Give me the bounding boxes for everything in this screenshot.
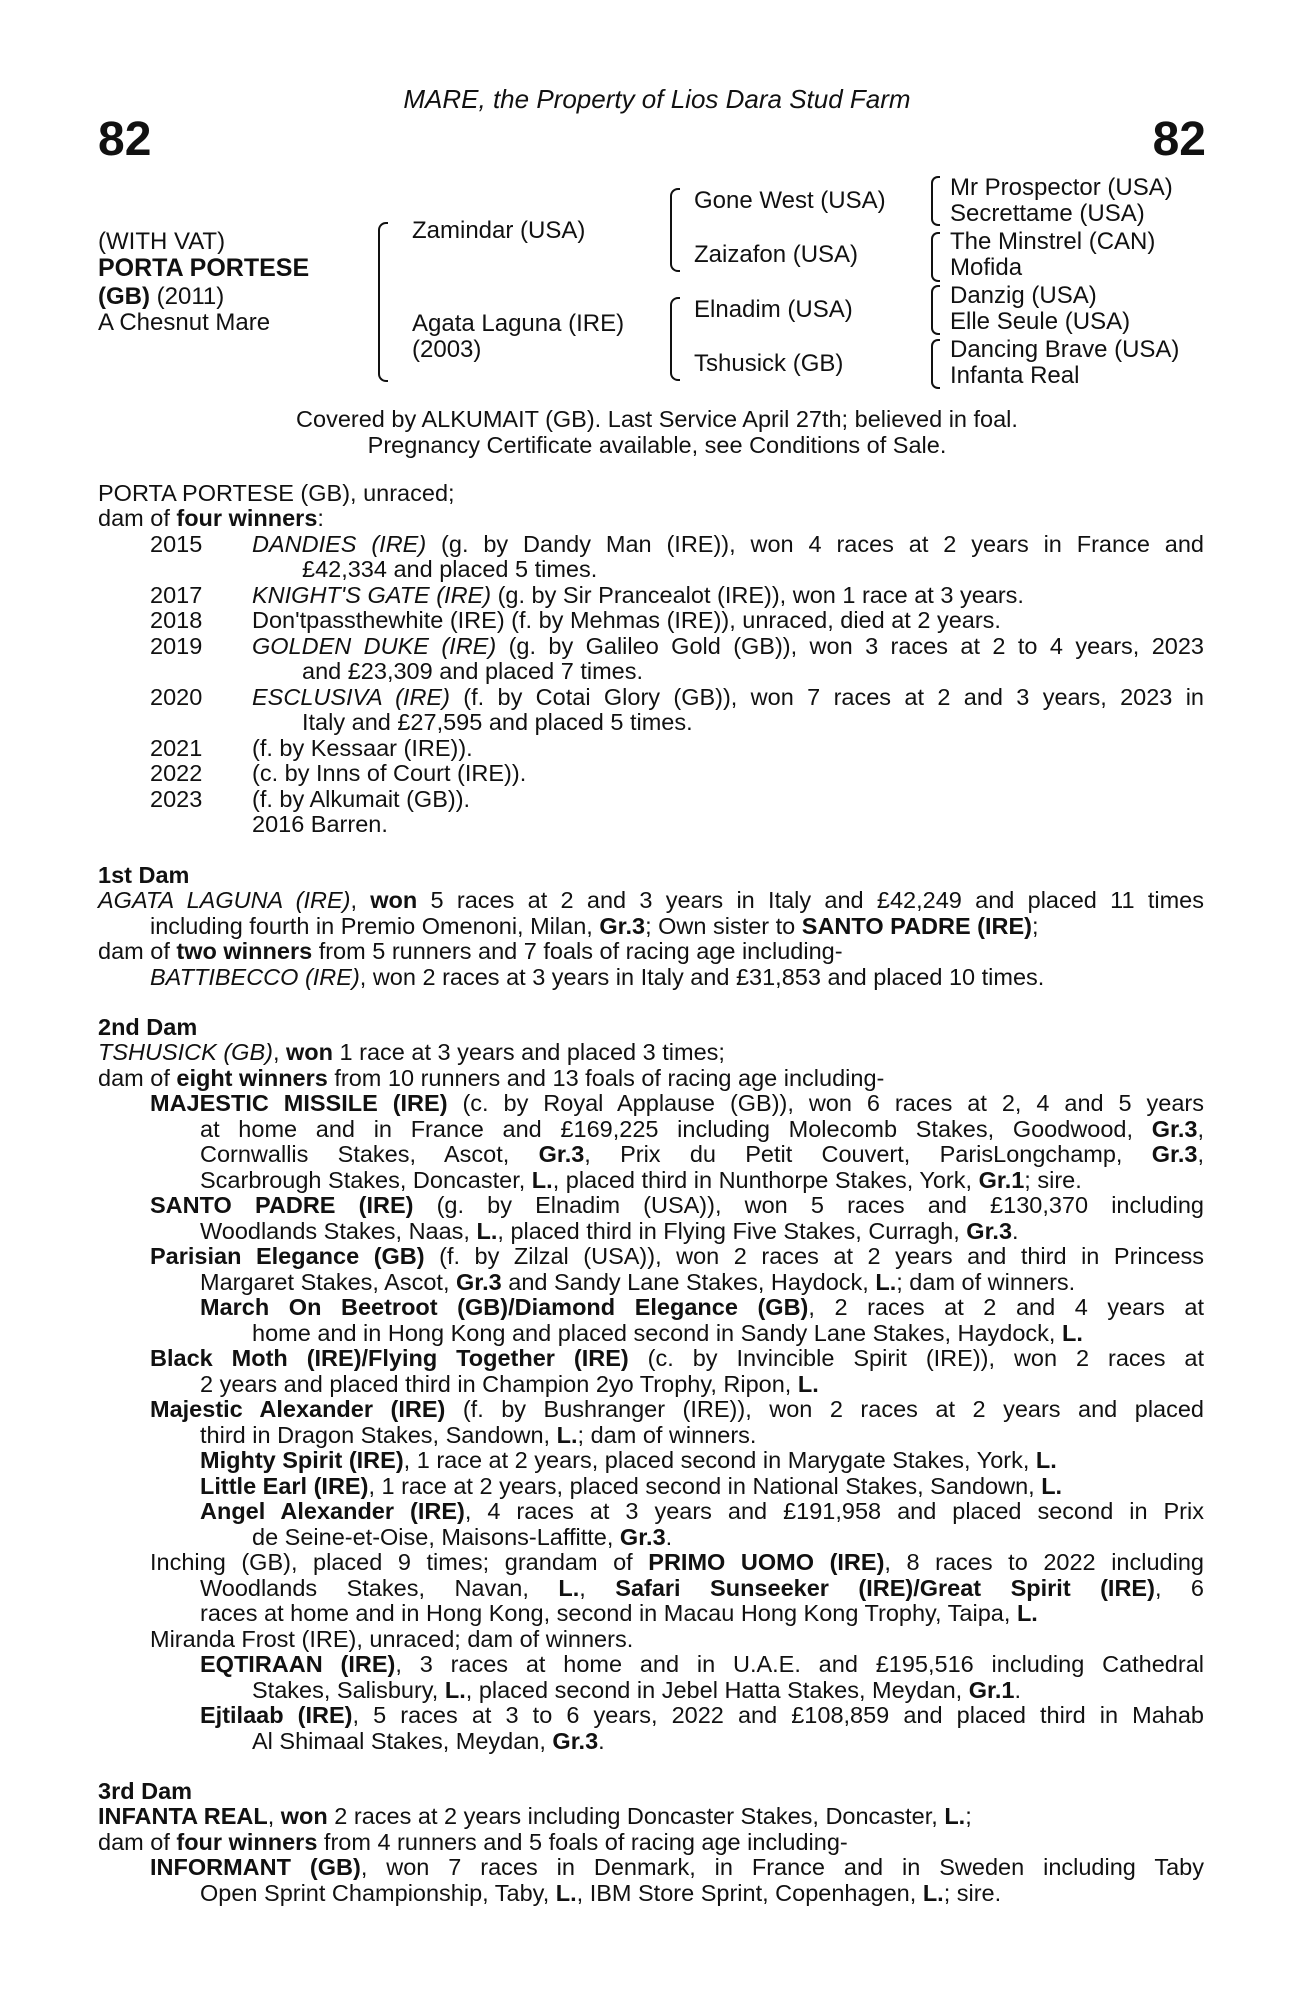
produce-intro: PORTA PORTESE (GB), unraced; (98, 480, 455, 506)
covering-line-1: Covered by ALKUMAIT (GB). Last Service April 27th; believed in foal. (296, 406, 1018, 432)
produce-record: (c. by Inns of Court (IRE)). (252, 760, 527, 786)
pedigree-ds: Elnadim (USA) (694, 296, 853, 323)
produce-year: 2019 (150, 633, 203, 659)
lot-number-left: 82 (98, 113, 152, 166)
second-dam-line: Miranda Frost (IRE), unraced; dam of winners. (150, 1626, 634, 1652)
produce-record: ESCLUSIVA (IRE) (f. by Cotai Glory (GB)), won 7 races at 2 and 3 years, 2023 in (252, 684, 1204, 710)
produce-year: 2020 (150, 684, 203, 710)
pedigree-dam-year: (2003) (412, 336, 482, 363)
second-dam-line: SANTO PADRE (IRE) (g. by Elnadim (USA)), won 5 races and £130,370 including (150, 1192, 1204, 1218)
first-dam-line: BATTIBECCO (IRE), won 2 races at 3 years in Italy and £31,853 and placed 10 times. (150, 964, 1045, 990)
pedigree-brace-sd (931, 232, 940, 282)
produce-year: 2018 (150, 607, 203, 633)
produce-record-cont: Italy and £27,595 and placed 5 times. (302, 709, 693, 735)
produce-record-cont: £42,334 and placed 5 times. (302, 556, 598, 582)
produce-year: 2021 (150, 735, 203, 761)
pedigree-sss: Mr Prospector (USA) (950, 174, 1173, 201)
produce-dam-of: dam of four winners: (98, 505, 324, 531)
second-dam-line: Inching (GB), placed 9 times; grandam of PRIMO UOMO (IRE), 8 races to 2022 including (150, 1549, 1204, 1575)
covering-line-2: Pregnancy Certificate available, see Conditions of Sale. (367, 432, 947, 458)
second-dam-line: Woodlands Stakes, Navan, L., Safari Sunseeker (IRE)/Great Spirit (IRE), 6 (200, 1575, 1204, 1601)
produce-year: 2015 (150, 531, 203, 557)
horse-country-year: (GB) (2011) (98, 283, 225, 310)
horse-description: A Chesnut Mare (98, 309, 271, 336)
pedigree-dds: Dancing Brave (USA) (950, 336, 1180, 363)
second-dam-line: Stakes, Salisbury, L., placed second in Jebel Hatta Stakes, Meydan, Gr.1. (252, 1677, 1021, 1703)
second-dam-heading: 2nd Dam (98, 1014, 198, 1040)
produce-record-cont: and £23,309 and placed 7 times. (302, 658, 644, 684)
first-dam-line: AGATA LAGUNA (IRE), won 5 races at 2 and 3 years in Italy and £42,249 and placed 11 times (98, 887, 1204, 913)
first-dam-heading: 1st Dam (98, 862, 190, 888)
pedigree-brace-ss (931, 176, 940, 226)
second-dam-line: Majestic Alexander (IRE) (f. by Bushranger (IRE)), won 2 races at 2 years and placed (150, 1396, 1204, 1422)
pedigree-ssd: Secrettame (USA) (950, 200, 1145, 227)
second-dam-line: 2 years and placed third in Champion 2yo Trophy, Ripon, L. (200, 1371, 819, 1397)
lot-number-right: 82 (1152, 113, 1206, 166)
produce-year: 2022 (150, 760, 203, 786)
pedigree-dd: Tshusick (GB) (694, 350, 844, 377)
second-dam-line: Al Shimaal Stakes, Meydan, Gr.3. (252, 1728, 605, 1754)
pedigree-ss: Gone West (USA) (694, 187, 886, 214)
produce-record: DANDIES (IRE) (g. by Dandy Man (IRE)), won 4 races at 2 years in France and (252, 531, 1204, 557)
pedigree-brace-main (378, 222, 388, 382)
first-dam-line: including fourth in Premio Omenoni, Milan, Gr.3; Own sister to SANTO PADRE (IRE); (150, 913, 1039, 939)
second-dam-line: Mighty Spirit (IRE), 1 race at 2 years, placed second in Marygate Stakes, York, L. (200, 1447, 1057, 1473)
vat-label: (WITH VAT) (98, 228, 226, 255)
third-dam-line: dam of four winners from 4 runners and 5 foals of racing age including- (98, 1829, 848, 1855)
second-dam-line: Black Moth (IRE)/Flying Together (IRE) (c. by Invincible Spirit (IRE)), won 2 races at (150, 1345, 1204, 1371)
produce-record: GOLDEN DUKE (IRE) (g. by Galileo Gold (GB)), won 3 races at 2 to 4 years, 2023 (252, 633, 1205, 659)
pedigree-ddd: Infanta Real (950, 362, 1080, 389)
second-dam-line: dam of eight winners from 10 runners and 13 foals of racing age including- (98, 1065, 885, 1091)
produce-record: KNIGHT'S GATE (IRE) (g. by Sir Prancealot (IRE)), won 1 race at 3 years. (252, 582, 1024, 608)
pedigree-brace-sire (670, 188, 680, 272)
page-title: MARE, the Property of Lios Dara Stud Farm (403, 84, 911, 114)
second-dam-line: MAJESTIC MISSILE (IRE) (c. by Royal Applause (GB)), won 6 races at 2, 4 and 5 years (150, 1090, 1204, 1116)
pedigree-sds: The Minstrel (CAN) (950, 228, 1156, 255)
second-dam-line: TSHUSICK (GB), won 1 race at 3 years and placed 3 times; (98, 1039, 725, 1065)
produce-record: Don'tpassthewhite (IRE) (f. by Mehmas (IRE)), unraced, died at 2 years. (252, 607, 1001, 633)
third-dam-line: INFANTA REAL, won 2 races at 2 years including Doncaster Stakes, Doncaster, L.; (98, 1803, 972, 1829)
second-dam-line: Angel Alexander (IRE), 4 races at 3 years and £191,958 and placed second in Prix (200, 1498, 1204, 1524)
second-dam-line: third in Dragon Stakes, Sandown, L.; dam of winners. (200, 1422, 757, 1448)
pedigree-dsd: Elle Seule (USA) (950, 308, 1131, 335)
second-dam-line: Ejtilaab (IRE), 5 races at 3 to 6 years, 2022 and £108,859 and placed third in Mahab (200, 1702, 1204, 1728)
second-dam-line: home and in Hong Kong and placed second in Sandy Lane Stakes, Haydock, L. (252, 1320, 1083, 1346)
produce-barren: 2016 Barren. (252, 811, 388, 837)
third-dam-line: INFORMANT (GB), won 7 races in Denmark, in France and in Sweden including Taby (150, 1854, 1204, 1880)
second-dam-line: Margaret Stakes, Ascot, Gr.3 and Sandy Lane Stakes, Haydock, L.; dam of winners. (200, 1269, 1076, 1295)
pedigree-sire: Zamindar (USA) (412, 217, 586, 244)
pedigree-sdd: Mofida (950, 254, 1023, 281)
second-dam-line: Cornwallis Stakes, Ascot, Gr.3, Prix du Petit Couvert, ParisLongchamp, Gr.3, (200, 1141, 1204, 1167)
pedigree-sd: Zaizafon (USA) (694, 241, 859, 268)
pedigree-dam: Agata Laguna (IRE) (412, 310, 625, 337)
second-dam-line: Woodlands Stakes, Naas, L., placed third in Flying Five Stakes, Curragh, Gr.3. (200, 1218, 1019, 1244)
pedigree-dss: Danzig (USA) (950, 282, 1097, 309)
second-dam-line: de Seine-et-Oise, Maisons-Laffitte, Gr.3. (252, 1524, 673, 1550)
second-dam-line: races at home and in Hong Kong, second in Macau Hong Kong Trophy, Taipa, L. (200, 1600, 1038, 1626)
second-dam-line: Parisian Elegance (GB) (f. by Zilzal (USA)), won 2 races at 2 years and third in Princess (150, 1243, 1205, 1269)
produce-record: (f. by Kessaar (IRE)). (252, 735, 473, 761)
produce-year: 2017 (150, 582, 203, 608)
pedigree-brace-dd (931, 339, 940, 389)
pedigree-brace-ds (931, 285, 940, 335)
produce-year: 2023 (150, 786, 203, 812)
horse-name: PORTA PORTESE (98, 254, 310, 282)
second-dam-line: March On Beetroot (GB)/Diamond Elegance (GB), 2 races at 2 and 4 years at (200, 1294, 1204, 1320)
pedigree-brace-dam (670, 297, 680, 381)
second-dam-line: EQTIRAAN (IRE), 3 races at home and in U.A.E. and £195,516 including Cathedral (200, 1651, 1204, 1677)
second-dam-line: Little Earl (IRE), 1 race at 2 years, placed second in National Stakes, Sandown, L. (200, 1473, 1063, 1499)
second-dam-line: at home and in France and £169,225 including Molecomb Stakes, Goodwood, Gr.3, (200, 1116, 1204, 1142)
first-dam-line: dam of two winners from 5 runners and 7 foals of racing age including- (98, 938, 843, 964)
third-dam-heading: 3rd Dam (98, 1778, 193, 1804)
produce-record: (f. by Alkumait (GB)). (252, 786, 471, 812)
second-dam-line: Scarbrough Stakes, Doncaster, L., placed third in Nunthorpe Stakes, York, Gr.1; sire. (200, 1167, 1082, 1193)
third-dam-line: Open Sprint Championship, Taby, L., IBM Store Sprint, Copenhagen, L.; sire. (200, 1880, 1002, 1906)
